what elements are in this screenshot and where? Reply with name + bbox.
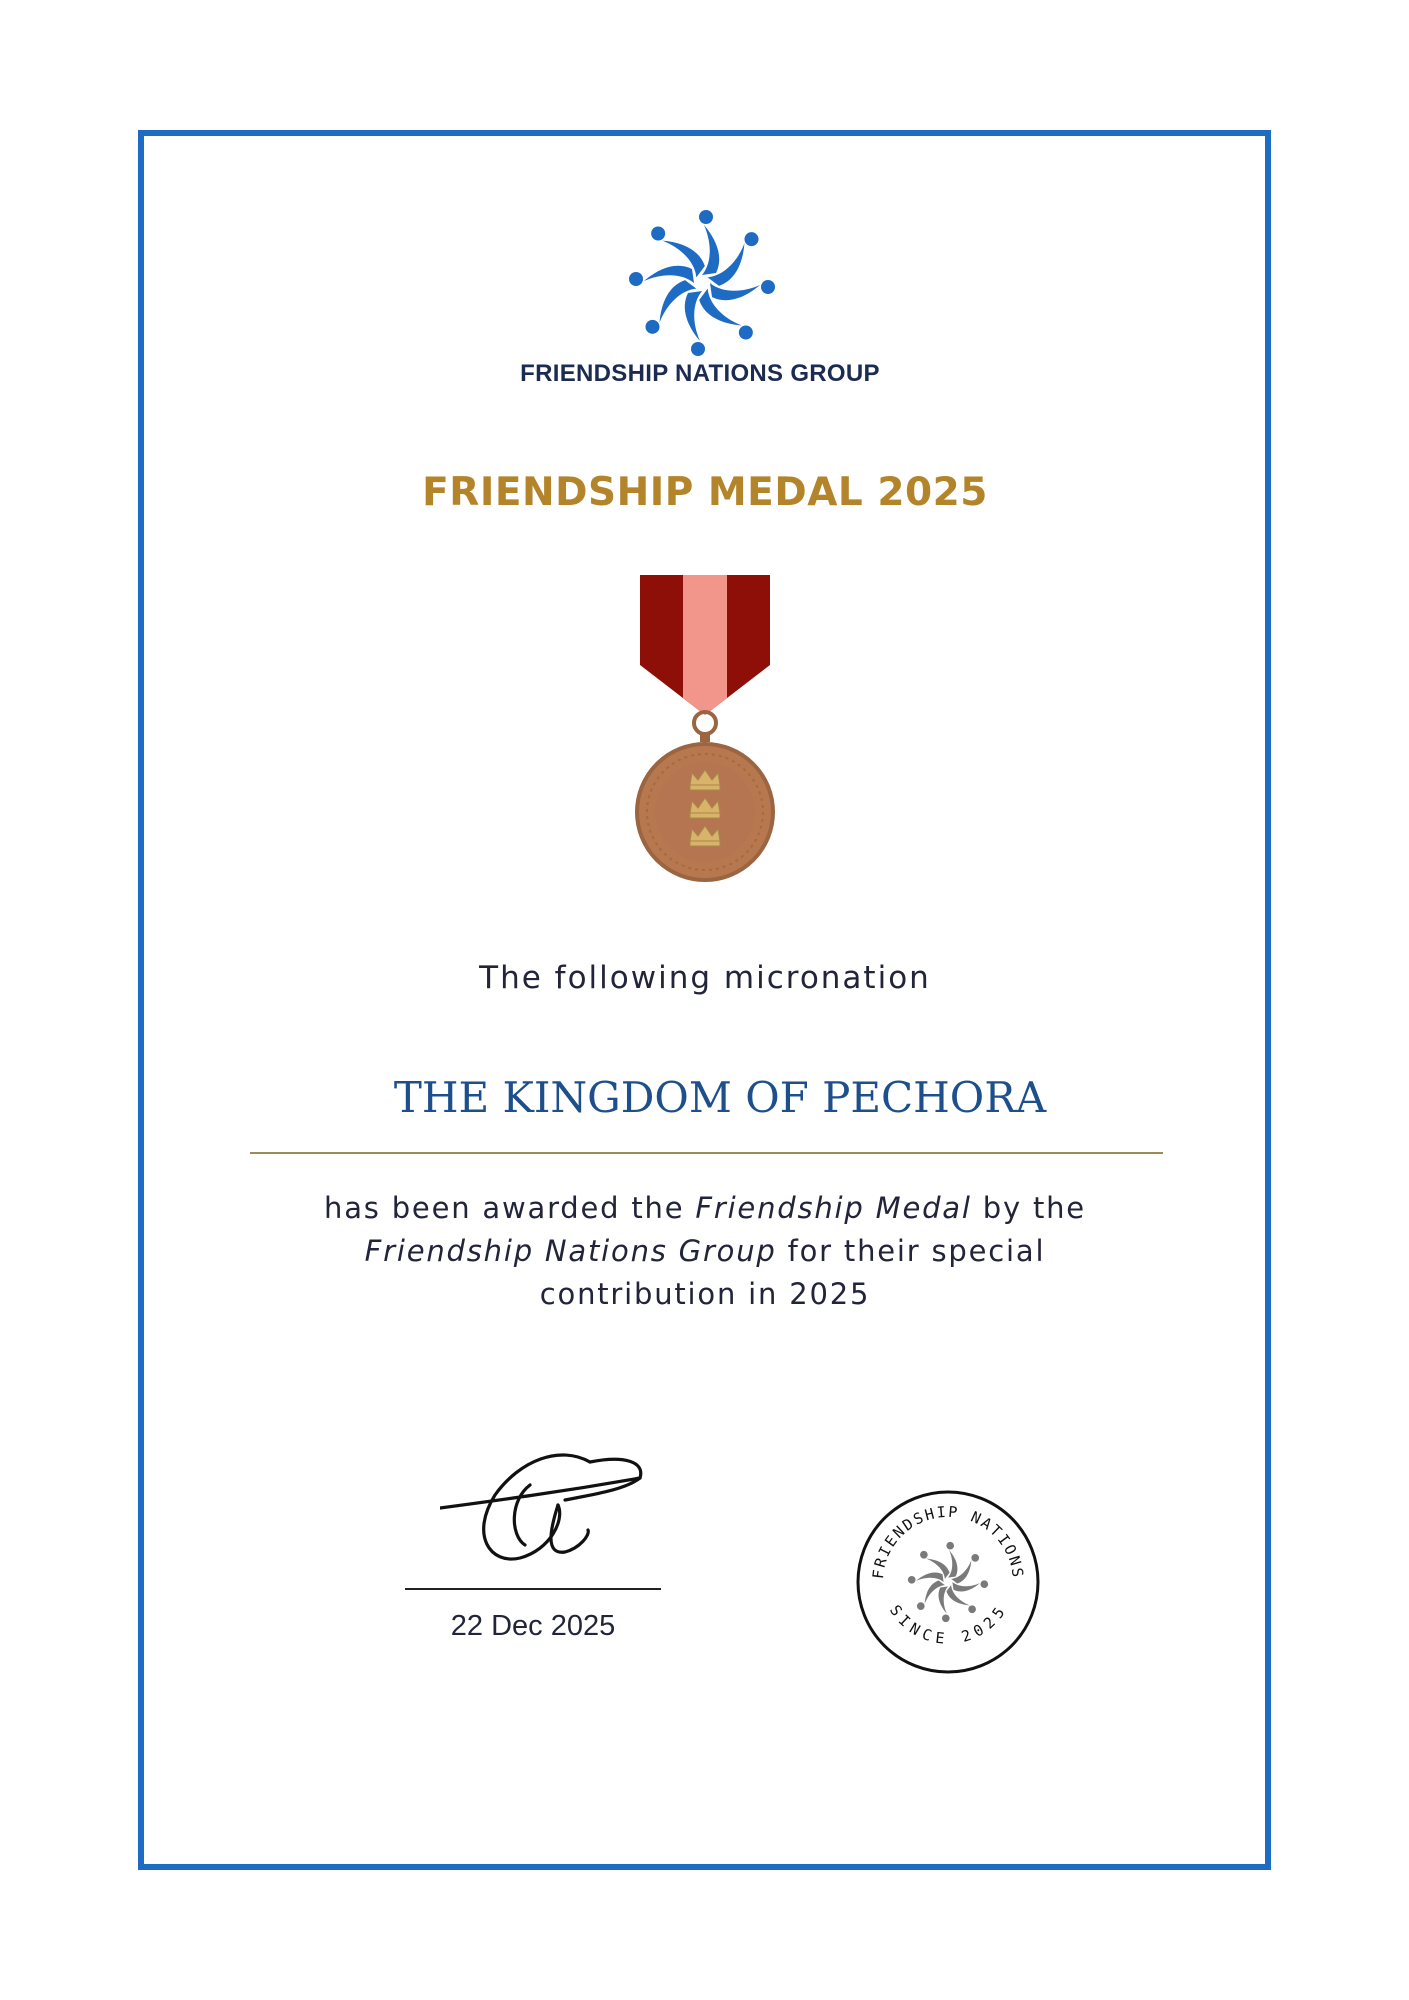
seal-bottom-text: SINCE 2025 [885,1601,1011,1648]
pinwheel-arm [685,291,702,341]
pinwheel-person-head [643,317,663,337]
pinwheel-person-head [980,1580,988,1588]
award-text-part3: for their special [776,1234,1046,1268]
award-text-part2: by the [971,1191,1086,1225]
signature-line [405,1588,661,1590]
pinwheel-person-head [691,342,705,356]
pinwheel-person-head [946,1542,954,1550]
stamp-seal-icon [853,1487,1043,1677]
recipient-name: THE KINGDOM OF PECHORA [393,1073,1047,1122]
organization-name: FRIENDSHIP NATIONS GROUP [520,360,880,387]
pinwheel-person-head [908,1576,916,1584]
pinwheel-person-head [942,1614,950,1622]
pinwheel-person-head [761,280,775,294]
award-medal-name: Friendship Medal [695,1191,972,1225]
pinwheel-arm [702,225,719,275]
pinwheel-person-head [629,272,643,286]
friendship-people-logo-icon [627,208,777,358]
award-text-part4: contribution in 2025 [539,1277,871,1311]
pinwheel-person-head [742,229,762,249]
bronze-medal-icon [620,575,790,885]
pinwheel-person-head [648,224,668,244]
pinwheel-arm [644,266,694,283]
seal-top-text: FRIENDSHIP NATIONS [868,1502,1028,1580]
pinwheel-person-head [736,323,756,343]
certificate-border [138,130,1271,1870]
signature-date: 22 Dec 2025 [450,1610,616,1642]
award-org-name: Friendship Nations Group [364,1234,777,1268]
award-text-part1: has been awarded the [324,1191,696,1225]
pinwheel-person-head [699,210,713,224]
certificate-title: FRIENDSHIP MEDAL 2025 [422,470,988,515]
recipient-underline [250,1152,1163,1154]
handwritten-signature-icon [440,1440,650,1575]
intro-text: The following micronation [479,960,931,996]
award-description [290,1187,1120,1316]
pinwheel-arm [710,283,760,300]
